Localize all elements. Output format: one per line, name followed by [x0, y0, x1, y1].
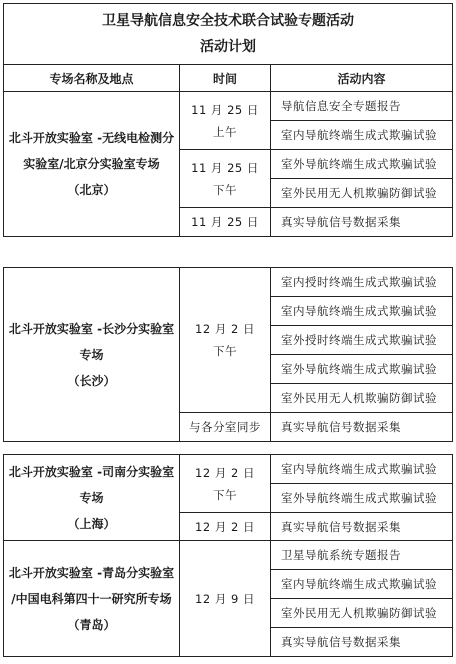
time-cell	[179, 512, 271, 542]
header-venue: 专场名称及地点	[3, 64, 180, 92]
venue-cell	[3, 91, 180, 237]
venue-line: （长沙）	[67, 373, 116, 388]
venue-line: （上海）	[67, 517, 116, 531]
time-cell	[179, 454, 271, 513]
document-title: 卫星导航信息安全技术联合试验专题活动	[102, 13, 354, 29]
venue-line: （北京）	[67, 183, 116, 197]
activity-cell: 真实导航信号数据采集	[270, 627, 453, 657]
activity-cell: 室内授时终端生成式欺骗试验	[270, 267, 453, 297]
activity-cell: 导航信息安全专题报告	[270, 91, 453, 121]
venue-line: 北斗开放实验室 -无线电检测分	[8, 131, 175, 145]
time-line: 下午	[213, 487, 237, 502]
venue-line: 实验室/北京分实验室专场	[23, 157, 160, 171]
activity-cell: 室外民用无人机欺骗防御试验	[270, 383, 453, 413]
venue-line: 专场	[79, 347, 104, 362]
venue-line: /中国电科第四十一研究所专场	[11, 591, 172, 606]
activity-cell: 室外导航终端生成式欺骗试验	[270, 483, 453, 513]
venue-line: （青岛）	[67, 617, 116, 632]
activity-cell: 卫星导航系统专题报告	[270, 540, 453, 570]
time-line: 12 月 2 日	[195, 520, 255, 534]
activity-cell: 室内导航终端生成式欺骗试验	[270, 120, 453, 150]
activity-cell: 真实导航信号数据采集	[270, 512, 453, 542]
time-cell	[179, 91, 271, 150]
time-line: 11 月 25 日	[191, 160, 259, 175]
time-line: 12 月 2 日	[195, 465, 255, 480]
time-cell	[179, 149, 271, 208]
activity-cell: 室外导航终端生成式欺骗试验	[270, 354, 453, 384]
venue-cell	[3, 454, 180, 542]
title-cell	[3, 3, 453, 65]
activity-cell: 室外民用无人机欺骗防御试验	[270, 598, 453, 628]
time-line: 12 月 9 日	[195, 591, 255, 606]
time-line: 上午	[213, 124, 237, 139]
activity-cell: 室外民用无人机欺骗防御试验	[270, 178, 453, 208]
venue-line: 北斗开放实验室 -青岛分实验室	[8, 565, 175, 580]
header-time: 时间	[179, 64, 271, 92]
time-cell	[179, 540, 271, 657]
activity-cell: 室内导航终端生成式欺骗试验	[270, 454, 453, 484]
time-cell	[179, 267, 271, 413]
time-cell	[179, 207, 271, 237]
time-cell	[179, 412, 271, 442]
document-subtitle: 活动计划	[200, 39, 256, 55]
venue-line: 北斗开放实验室 -长沙分实验室	[8, 321, 175, 336]
time-line: 下午	[213, 344, 237, 358]
time-line: 下午	[213, 182, 237, 197]
activity-cell: 室内导航终端生成式欺骗试验	[270, 569, 453, 599]
venue-cell	[3, 267, 180, 442]
venue-line: 专场	[79, 491, 104, 505]
venue-line: 北斗开放实验室 -司南分实验室	[8, 465, 175, 479]
activity-cell: 室外授时终端生成式欺骗试验	[270, 325, 453, 355]
activity-cell: 室内导航终端生成式欺骗试验	[270, 296, 453, 326]
header-content: 活动内容	[270, 64, 453, 92]
venue-cell	[3, 540, 180, 657]
time-line: 12 月 2 日	[195, 322, 255, 336]
activity-cell: 室外导航终端生成式欺骗试验	[270, 149, 453, 179]
time-line: 11 月 25 日	[191, 102, 259, 117]
activity-cell: 真实导航信号数据采集	[270, 207, 453, 237]
time-line: 与各分室同步	[189, 420, 261, 434]
activity-cell: 真实导航信号数据采集	[270, 412, 453, 442]
time-line: 11 月 25 日	[191, 215, 259, 229]
